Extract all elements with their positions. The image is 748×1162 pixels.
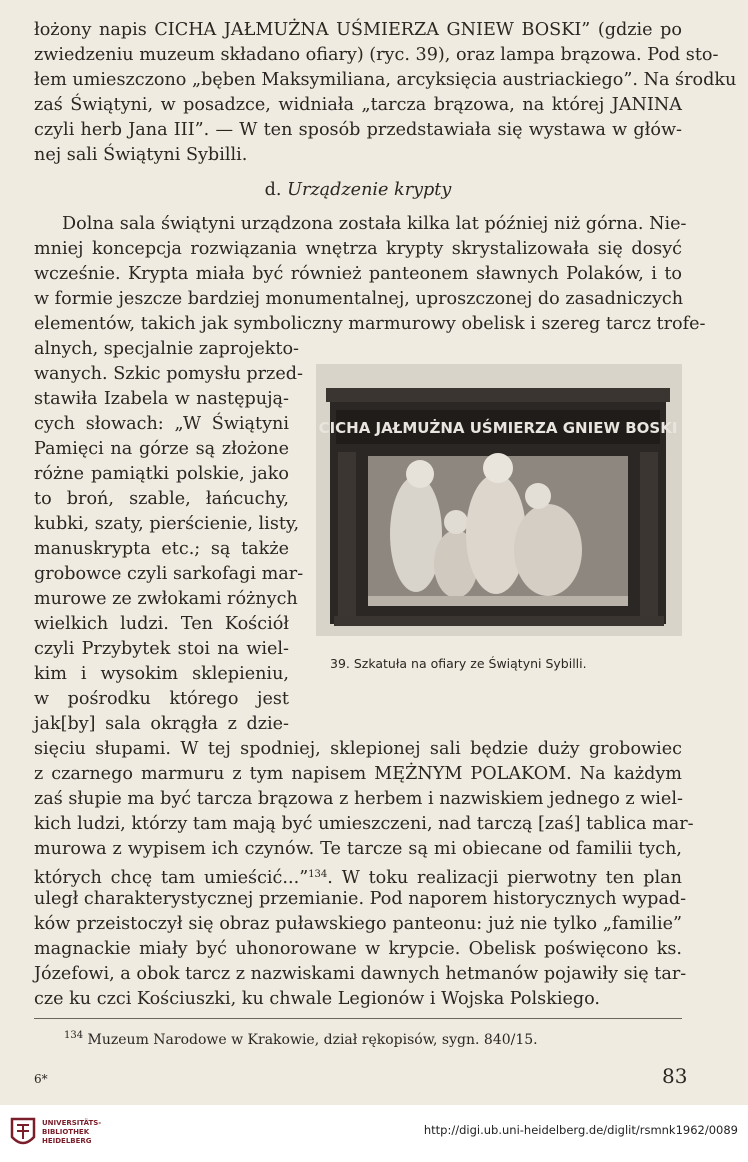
text-line: w formie jeszcze bardziej monumentalnej, uproszczonej do zasadniczych [34, 289, 684, 309]
text-line: kim i wysokim sklepieniu, [34, 664, 289, 684]
figure-caption: 39. Szkatuła na ofiary ze Świątyni Sybilli. [330, 656, 587, 671]
text-line: Pamięci na górze są złożone [34, 439, 289, 459]
text-line: wanych. Szkic pomysłu przed- [34, 364, 303, 384]
text-line: różne pamiątki polskie, jako [34, 464, 289, 484]
text-line: sięciu słupami. W tej spodniej, sklepionej sali będzie duży grobowiec [34, 739, 682, 759]
offering-box-illustration [316, 364, 682, 636]
text-line-with-footnote-ref [34, 862, 682, 887]
library-name-line: BIBLIOTHEK [42, 1128, 90, 1136]
text-line: czyli herb Jana III”. — W ten sposób przedstawiała się wystawa w głów- [34, 120, 682, 140]
text-line: kich ludzi, którzy tam mają być umieszczeni, nad tarczą [zaś] tablica mar- [34, 814, 694, 834]
text-line: murowa z wypisem ich czynów. Te tarcze są mi obiecane od familii tych, [34, 839, 682, 859]
text-line: murowe ze zwłokami różnych [34, 589, 298, 609]
source-url-link[interactable]: http://digi.ub.uni-heidelberg.de/diglit/rsmnk1962/0089 [423, 1123, 738, 1137]
library-name-line: HEIDELBERG [42, 1137, 92, 1145]
footnote-number: 134 [64, 1030, 84, 1041]
text-line: zaś Świątyni, w posadzce, widniała „tarcza brązowa, na której JANINA [34, 95, 682, 115]
text-line: łożony napis CICHA JAŁMUŻNA UŚMIERZA GNIEW BOSKI” (gdzie po [34, 20, 682, 40]
footnote [64, 1026, 538, 1050]
text-line: stawiła Izabela w następują- [34, 389, 289, 409]
page-number: 83 [662, 1064, 688, 1088]
text-line: manuskrypta etc.; są także [34, 539, 289, 559]
text-line: zwiedzeniu muzeum składano ofiary) (ryc. 39), oraz lampa brązowa. Pod sto- [34, 45, 719, 65]
library-name-line: UNIVERSITÄTS- [42, 1119, 102, 1127]
text-line: zaś słupie ma być tarcza brązowa z herbem i nazwiskiem jednego z wiel- [34, 789, 683, 809]
text-line: kubki, szaty, pierścienie, listy, [34, 514, 300, 534]
text-line: łem umieszczono „bęben Maksymiliana, arcyksięcia austriackiego”. Na środku [34, 70, 737, 90]
text-line: magnackie miały być uhonorowane w krypcie. Obelisk poświęcono ks. [34, 939, 682, 959]
heading-letter: d. [264, 180, 282, 200]
footnote-reference[interactable]: 134 [308, 869, 328, 880]
footnote-text: Muzeum Narodowe w Krakowie, dział rękopisów, sygn. 840/15. [83, 1032, 538, 1048]
text-line: wcześnie. Krypta miała być również panteonem sławnych Polaków, i to [34, 264, 682, 284]
text-line: wielkich ludzi. Ten Kościół [34, 614, 289, 634]
signature-mark: 6* [34, 1072, 48, 1086]
text-line: jak[by] sala okrągła z dzie- [34, 714, 289, 734]
box-inscription: CICHA JAŁMUŻNA UŚMIERZA GNIEW BOSKI [318, 419, 678, 437]
text-line: elementów, takich jak symboliczny marmurowy obelisk i szereg tarcz trofe- [34, 314, 706, 334]
text-fragment: których chcę tam umieścić...” [34, 868, 309, 888]
text-line: Dolna sala świątyni urządzona została kilka lat później niż górna. Nie- [62, 214, 687, 234]
text-line: grobowce czyli sarkofagi mar- [34, 564, 304, 584]
text-fragment: . W toku realizacji pierwotny ten plan [327, 868, 682, 888]
text-line: to broń, szable, łańcuchy, [34, 489, 289, 509]
library-name [42, 1119, 101, 1146]
figure-offering-box-photo [316, 364, 682, 636]
university-library-logo-icon [8, 1115, 38, 1151]
text-line: cze ku czci Kościuszki, ku chwale Legionów i Wojska Polskiego. [34, 989, 601, 1009]
text-line: mniej koncepcja rozwiązania wnętrza krypty skrystalizowała się dosyć [34, 239, 682, 259]
text-line: z czarnego marmuru z tym napisem MĘŻNYM POLAKOM. Na każdym [34, 764, 682, 784]
text-line: uległ charakterystycznej przemianie. Pod naporem historycznych wypad- [34, 889, 687, 909]
text-line: czyli Przybytek stoi na wiel- [34, 639, 289, 659]
text-line: Józefowi, a obok tarcz z nazwiskami dawnych hetmanów pojawiły się tar- [34, 964, 687, 984]
text-line: w pośrodku którego jest [34, 689, 289, 709]
heading-title: Urządzenie krypty [287, 180, 452, 200]
text-line: cych słowach: „W Świątyni [34, 414, 289, 434]
footnote-rule [34, 1018, 682, 1019]
text-line: alnych, specjalnie zaprojekto- [34, 339, 300, 359]
library-footer [0, 1105, 748, 1162]
text-line: nej sali Świątyni Sybilli. [34, 145, 248, 165]
text-line: ków przeistoczył się obraz puławskiego panteonu: już nie tylko „familie” [34, 914, 682, 934]
section-heading [34, 178, 682, 203]
